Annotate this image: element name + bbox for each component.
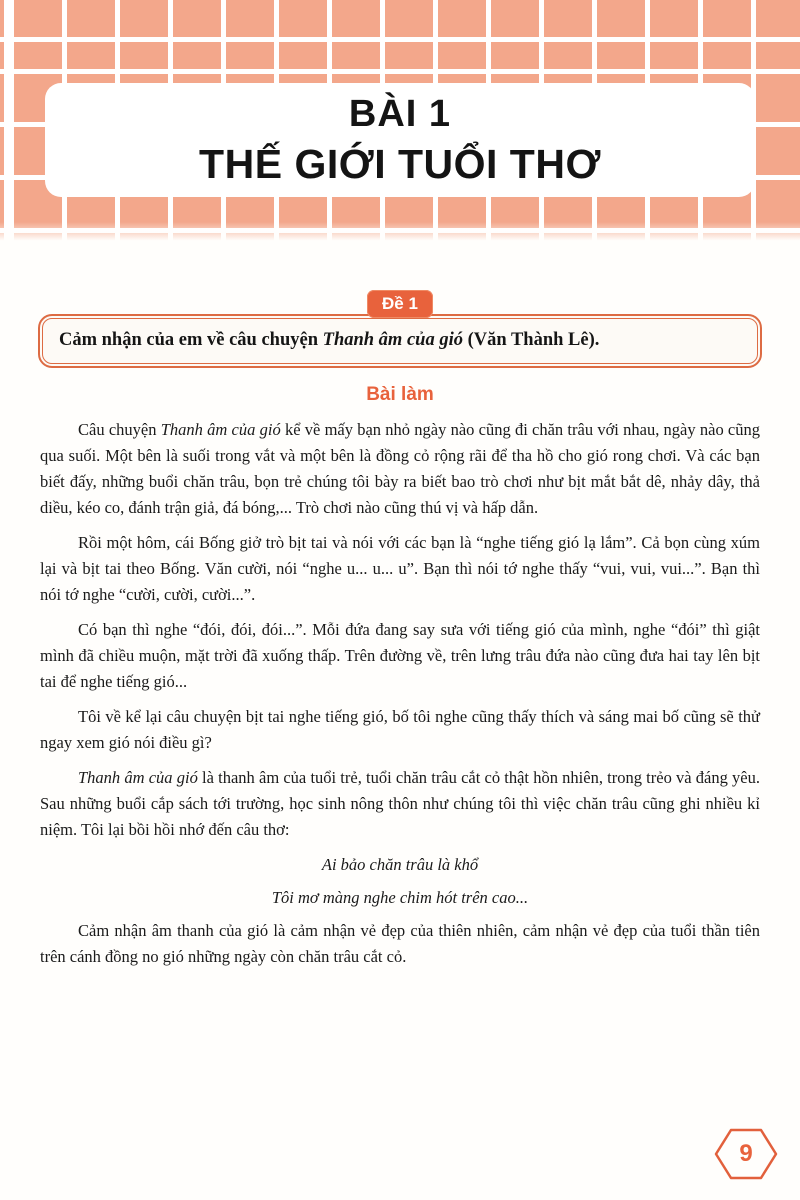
section-heading: Bài làm [366, 384, 434, 405]
text-run: kể về mấy bạn nhỏ ngày nào cũng đi chăn trâu với nhau, ngày nào cũng qua suối. Một bên là suối trong vắt và một bên là đồng cỏ rộng rãi để tha hồ cho gió rong chơi. Và các bạn biết đấy, những buổi chăn trâu, bọn trẻ chúng tôi bày ra biết bao trò chơi như bịt mắt bắt dê, nhảy dây, thả diều, kéo co, đánh trận giả, đá bóng,... Trò chơi nào cũng thú vị và hấp dẫn. [40, 420, 761, 517]
essay-paragraph [40, 617, 760, 695]
prompt-prefix-text: Cảm nhận của em về câu chuyện [59, 330, 323, 350]
header-banner [0, 0, 800, 244]
text-run: Rồi một hôm, cái Bống giở trò bịt tai và nói với các bạn là “nghe tiếng gió lạ lắm”. Cả bọn cùng xúm lại và bịt tai theo Bống. Văn cười, nói “nghe u... u... u”. Bạn thì nói tớ nghe thấy “vui, vui, vui...”. Bạn thì nói tớ nghe “cười, cười, cười...”. [40, 533, 760, 604]
essay-paragraph [40, 530, 760, 608]
exercise-badge-row [40, 290, 760, 317]
prompt-suffix-text: (Văn Thành Lê). [462, 330, 600, 350]
essay-paragraph [40, 918, 760, 970]
lesson-title-box [45, 83, 755, 197]
text-run: Có bạn thì nghe “đói, đói, đói...”. Mỗi đứa đang say sưa với tiếng gió của mình, nghe “đói” thì giật mình đã chiều muộn, mặt trời đã xuống thấp. Trên đường về, trên lưng trâu đứa nào cũng đưa hai tay lên bịt tai để nghe tiếng gió... [40, 620, 760, 691]
lesson-number: BÀI 1 [348, 93, 452, 135]
poem-line [40, 885, 760, 911]
essay-body [40, 417, 760, 970]
text-run: Câu chuyện [78, 420, 161, 439]
essay-prompt-inner [42, 318, 758, 364]
poem-line [40, 852, 760, 878]
text-run: Cảm nhận âm thanh của gió là cảm nhận vẻ đẹp của thiên nhiên, cảm nhận vẻ đẹp của tuổi thần tiên trên cánh đồng no gió những ngày còn chăn trâu cắt cỏ. [40, 921, 760, 966]
exercise-badge: Đề 1 [367, 290, 433, 318]
italic-text-run: Thanh âm của gió [160, 420, 281, 439]
text-run: là thanh âm của tuổi trẻ, tuổi chăn trâu cắt cỏ thật hồn nhiên, trong trẻo và đáng yêu. Sau những buổi cắp sách tới trường, học sinh nông thôn như chúng tôi thì việc chăn trâu cũng ghi nhiều kỉ niệm. Tôi lại bồi hồi nhớ đến câu thơ: [40, 768, 760, 839]
essay-paragraph [40, 417, 760, 521]
essay-prompt-box [38, 314, 762, 368]
page-number-badge [714, 1128, 778, 1180]
lesson-title: THẾ GIỚI TUỔI THƠ [199, 141, 601, 187]
text-run: Tôi về kể lại câu chuyện bịt tai nghe tiếng gió, bố tôi nghe cũng thấy thích và sáng mai bố cũng sẽ thử ngay xem gió nói điều gì? [40, 707, 760, 752]
essay-paragraph [40, 704, 760, 756]
italic-text-run: Thanh âm của gió [78, 768, 198, 787]
italic-text-run: Ai bảo chăn trâu là khổ [321, 855, 479, 874]
page-number: 9 [739, 1140, 753, 1167]
story-title-text: Thanh âm của gió [322, 330, 463, 350]
essay-prompt [59, 328, 741, 353]
essay-paragraph [40, 765, 760, 843]
page-content [0, 290, 800, 970]
italic-text-run: Tôi mơ màng nghe chim hót trên cao... [271, 888, 529, 907]
